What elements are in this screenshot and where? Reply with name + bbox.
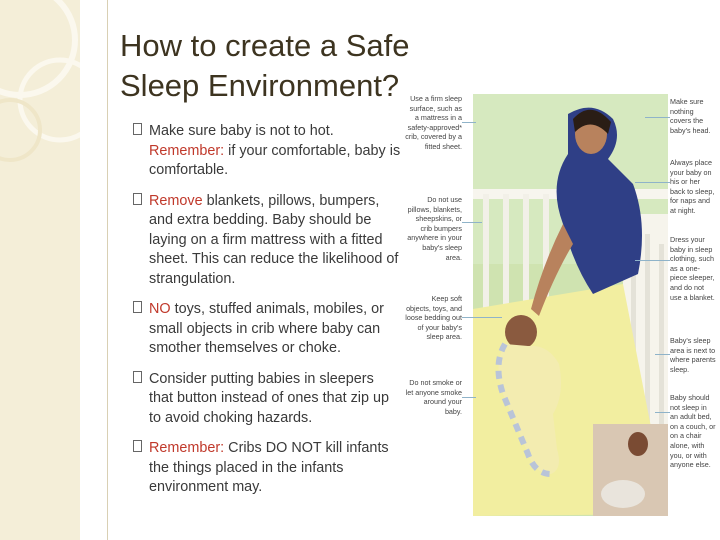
bullet-item — [133, 300, 401, 359]
bullet-glyph — [133, 301, 142, 313]
slide-title: How to create a Safe Sleep Environment? — [120, 28, 410, 103]
bullet-text: Make sure baby is not to hot. — [149, 123, 334, 139]
safe-sleep-illustration — [405, 92, 715, 517]
bullet-accent: Remember: — [149, 142, 225, 159]
bullet-rest: Cribs DO NOT kill infants the things placed in the infants environment may. — [149, 440, 389, 495]
caption-no-pillows: Do not use pillows, blankets, sheepskins, or crib bumpers anywhere in your baby's sleep area. — [407, 195, 462, 262]
bullet-glyph — [133, 123, 142, 135]
bullet-rest: Consider putting babies in sleepers that button instead of ones that zip up to avoid choking hazards. — [149, 370, 390, 426]
decorative-side-band — [0, 0, 80, 540]
bullet-accent: Remove — [149, 192, 203, 209]
crib-scene-image — [473, 94, 668, 516]
bullet-item — [133, 370, 401, 429]
leader-line — [462, 317, 502, 318]
leader-line — [635, 182, 670, 183]
bullet-rest: blankets, pillows, bumpers, and extra bedding. Baby should be laying on a firm mattress with a fitted sheet. This can reduce the likelihood of strangulation. — [149, 192, 399, 287]
bullet-rest: toys, stuffed animals, mobiles, or small objects in crib where baby can smother themselves or choke. — [149, 301, 384, 356]
bullet-accent: NO — [149, 301, 171, 317]
bullet-item — [133, 122, 401, 181]
decorative-circles — [0, 0, 80, 540]
leader-line — [655, 412, 670, 413]
caption-back-to-sleep: Always place your baby on his or her back to sleep, for naps and at night. — [670, 158, 715, 215]
crib-photo — [473, 94, 668, 516]
leader-line — [655, 354, 670, 355]
caption-sleep-clothing: Dress your baby in sleep clothing, such as a one-piece sleeper, and do not use a blanket. — [670, 235, 715, 302]
caption-head-uncovered: Make sure nothing covers the baby's head. — [670, 97, 711, 135]
vertical-divider — [107, 0, 108, 540]
leader-line — [462, 222, 482, 223]
bullet-glyph — [133, 440, 142, 452]
caption-soft-objects: Keep soft objects, toys, and loose bedding out of your baby's sleep area. — [405, 294, 462, 342]
bullet-accent: Remember: — [149, 440, 225, 456]
leader-line — [645, 117, 670, 118]
bullet-glyph — [133, 193, 142, 205]
bullet-rest: if your comfortable, baby is comfortable. — [149, 142, 401, 178]
caption-room-sharing: Baby's sleep area is next to where parents sleep. — [670, 336, 716, 374]
bullet-item — [133, 192, 401, 290]
caption-no-smoking: Do not smoke or let anyone smoke around your baby. — [405, 378, 462, 416]
bullet-item — [133, 439, 401, 498]
leader-line — [462, 122, 476, 123]
leader-line — [635, 260, 670, 261]
bullet-list — [133, 122, 401, 509]
caption-firm-surface: Use a firm sleep surface, such as a mattress in a safety-approved* crib, covered by a fitted sheet. — [405, 94, 462, 151]
caption-no-adult-bed: Baby should not sleep in an adult bed, on a couch, or on a chair alone, with you, or with anyone else. — [670, 393, 716, 470]
leader-line — [462, 397, 476, 398]
bullet-glyph — [133, 371, 142, 383]
